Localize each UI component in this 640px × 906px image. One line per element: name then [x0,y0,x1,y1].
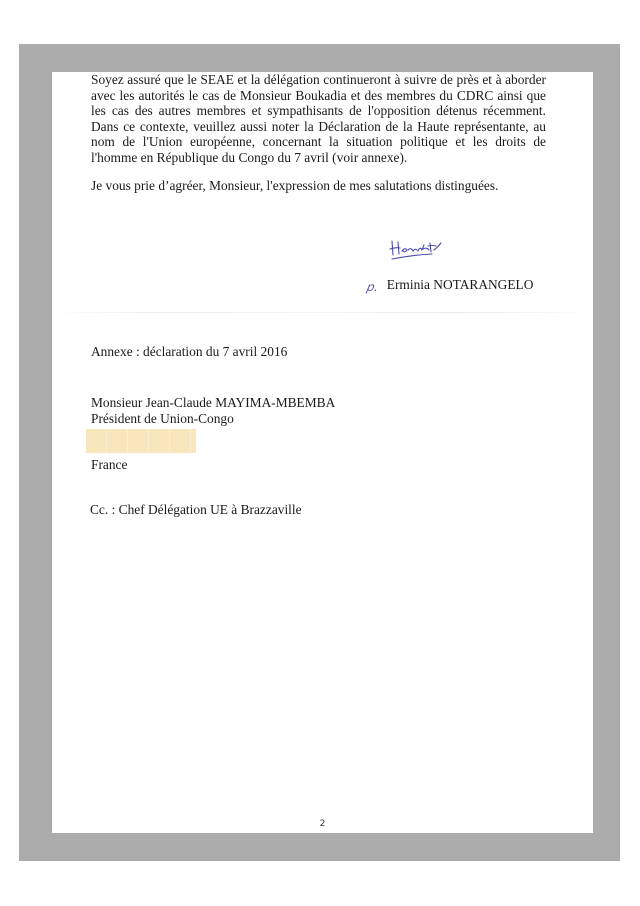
signer-name: Erminia NOTARANGELO [386,277,534,292]
body-paragraph: Soyez assuré que le SEAE et la délégation continueront à suivre de près et à aborder avec les autorités le cas de Monsieur Boukadia et des membres du CDRC ainsi que les cas des autres membres et sympathisants de l'opposition détenus récemment. Dans ce contexte, veuillez aussi noter la Déclaration de la Haute représentante, au nom de l'Union européenne, concernant la situation politique et les droits de l'homme en République du Congo du 7 avril (voir annexe). [91,72,546,165]
signature-icon [388,235,448,263]
recipient-country: France [91,457,128,473]
handwritten-signature [388,235,448,263]
signer-block [367,277,533,293]
closing-formula: Je vous prie d’agréer, Monsieur, l'expression de mes salutations distinguées. [91,178,499,193]
annex-reference: Annexe : déclaration du 7 avril 2016 [91,344,288,359]
document-viewer-frame [19,44,620,861]
page-number: 2 [319,819,326,829]
carbon-copy-line: Cc. : Chef Délégation UE à Brazzaville [90,502,302,517]
recipient-address [91,395,335,473]
letter-body [91,72,546,166]
pp-mark: p. [365,280,380,294]
recipient-title: Président de Union-Congo [91,410,234,426]
document-page [52,72,593,833]
recipient-name: Monsieur Jean-Claude MAYIMA-MBEMBA [91,395,336,410]
redacted-address-block [86,429,196,453]
scan-artifact-line [52,312,593,313]
